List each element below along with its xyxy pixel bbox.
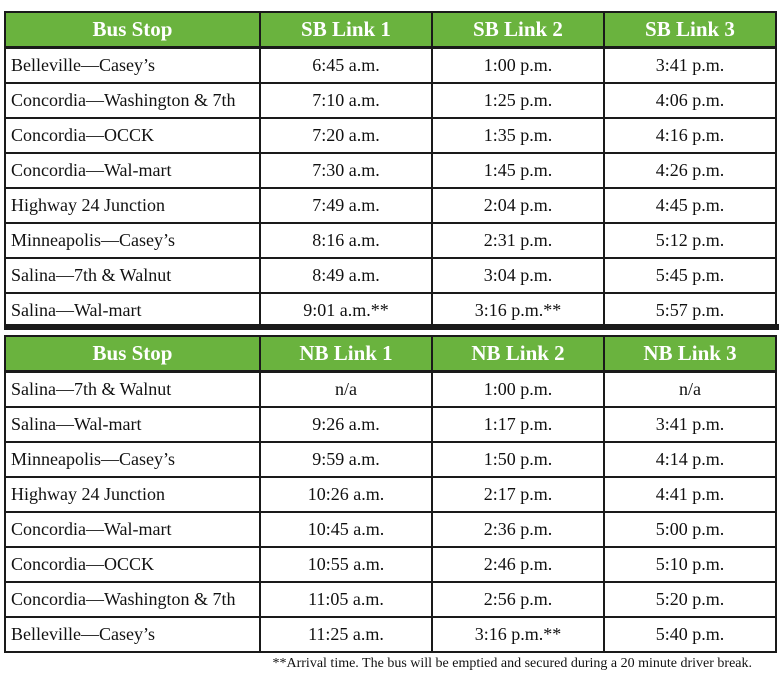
time-cell: 2:17 p.m. (432, 477, 604, 512)
table-header-row (5, 12, 776, 48)
stop-name: Minneapolis—Casey’s (5, 442, 260, 477)
time-cell: 5:00 p.m. (604, 512, 776, 547)
time-cell: 1:45 p.m. (432, 153, 604, 188)
column-header-bus-stop: Bus Stop (5, 12, 260, 48)
time-cell: 1:50 p.m. (432, 442, 604, 477)
table-row (5, 582, 776, 617)
time-cell: 2:04 p.m. (432, 188, 604, 223)
table-row (5, 48, 776, 84)
time-cell: 5:40 p.m. (604, 617, 776, 652)
stop-name: Belleville—Casey’s (5, 48, 260, 84)
table-row (5, 83, 776, 118)
time-cell: 7:20 a.m. (260, 118, 432, 153)
time-cell: 5:57 p.m. (604, 293, 776, 328)
stop-name: Salina—7th & Walnut (5, 258, 260, 293)
time-cell: 4:14 p.m. (604, 442, 776, 477)
column-header-nb-link-3: NB Link 3 (604, 336, 776, 372)
table-row (5, 118, 776, 153)
time-cell: 6:45 a.m. (260, 48, 432, 84)
time-cell: 1:25 p.m. (432, 83, 604, 118)
time-cell: 4:26 p.m. (604, 153, 776, 188)
stop-name: Belleville—Casey’s (5, 617, 260, 652)
table-separator (4, 324, 779, 330)
time-cell: 8:49 a.m. (260, 258, 432, 293)
stop-name: Concordia—OCCK (5, 547, 260, 582)
table-row (5, 477, 776, 512)
time-cell: n/a (604, 372, 776, 408)
column-header-nb-link-2: NB Link 2 (432, 336, 604, 372)
northbound-schedule-table (4, 335, 777, 653)
column-header-bus-stop: Bus Stop (5, 336, 260, 372)
time-cell: 3:04 p.m. (432, 258, 604, 293)
table-row (5, 258, 776, 293)
table-row (5, 188, 776, 223)
time-cell: 9:59 a.m. (260, 442, 432, 477)
table-row (5, 442, 776, 477)
stop-name: Highway 24 Junction (5, 477, 260, 512)
time-cell: 1:35 p.m. (432, 118, 604, 153)
time-cell: 2:46 p.m. (432, 547, 604, 582)
time-cell: 9:26 a.m. (260, 407, 432, 442)
stop-name: Concordia—Wal-mart (5, 153, 260, 188)
column-header-nb-link-1: NB Link 1 (260, 336, 432, 372)
time-cell: 8:16 a.m. (260, 223, 432, 258)
footnote: **Arrival time. The bus will be emptied and secured during a 20 minute driver break. (272, 656, 752, 671)
time-cell: 3:16 p.m.** (432, 617, 604, 652)
column-header-sb-link-3: SB Link 3 (604, 12, 776, 48)
column-header-sb-link-2: SB Link 2 (432, 12, 604, 48)
stop-name: Concordia—Wal-mart (5, 512, 260, 547)
stop-name: Concordia—OCCK (5, 118, 260, 153)
time-cell: 11:25 a.m. (260, 617, 432, 652)
stop-name: Concordia—Washington & 7th (5, 582, 260, 617)
table-row (5, 372, 776, 408)
table-row (5, 293, 776, 328)
time-cell: 4:45 p.m. (604, 188, 776, 223)
time-cell: 1:17 p.m. (432, 407, 604, 442)
stop-name: Concordia—Washington & 7th (5, 83, 260, 118)
time-cell: 10:45 a.m. (260, 512, 432, 547)
stop-name: Salina—Wal-mart (5, 407, 260, 442)
stop-name: Salina—7th & Walnut (5, 372, 260, 408)
time-cell: 10:26 a.m. (260, 477, 432, 512)
time-cell: 5:10 p.m. (604, 547, 776, 582)
time-cell: 5:20 p.m. (604, 582, 776, 617)
table-row (5, 547, 776, 582)
time-cell: 3:41 p.m. (604, 48, 776, 84)
time-cell: 7:10 a.m. (260, 83, 432, 118)
time-cell: 5:45 p.m. (604, 258, 776, 293)
column-header-sb-link-1: SB Link 1 (260, 12, 432, 48)
time-cell: 2:36 p.m. (432, 512, 604, 547)
time-cell: 1:00 p.m. (432, 48, 604, 84)
time-cell: 10:55 a.m. (260, 547, 432, 582)
stop-name: Highway 24 Junction (5, 188, 260, 223)
time-cell: n/a (260, 372, 432, 408)
time-cell: 5:12 p.m. (604, 223, 776, 258)
time-cell: 3:41 p.m. (604, 407, 776, 442)
time-cell: 9:01 a.m.** (260, 293, 432, 328)
time-cell: 4:06 p.m. (604, 83, 776, 118)
table-row (5, 617, 776, 652)
table-row (5, 407, 776, 442)
time-cell: 7:30 a.m. (260, 153, 432, 188)
time-cell: 11:05 a.m. (260, 582, 432, 617)
southbound-schedule-table (4, 11, 777, 329)
time-cell: 1:00 p.m. (432, 372, 604, 408)
time-cell: 4:41 p.m. (604, 477, 776, 512)
table-row (5, 512, 776, 547)
time-cell: 2:31 p.m. (432, 223, 604, 258)
time-cell: 4:16 p.m. (604, 118, 776, 153)
stop-name: Minneapolis—Casey’s (5, 223, 260, 258)
time-cell: 7:49 a.m. (260, 188, 432, 223)
table-row (5, 153, 776, 188)
time-cell: 3:16 p.m.** (432, 293, 604, 328)
table-row (5, 223, 776, 258)
table-header-row (5, 336, 776, 372)
stop-name: Salina—Wal-mart (5, 293, 260, 328)
time-cell: 2:56 p.m. (432, 582, 604, 617)
